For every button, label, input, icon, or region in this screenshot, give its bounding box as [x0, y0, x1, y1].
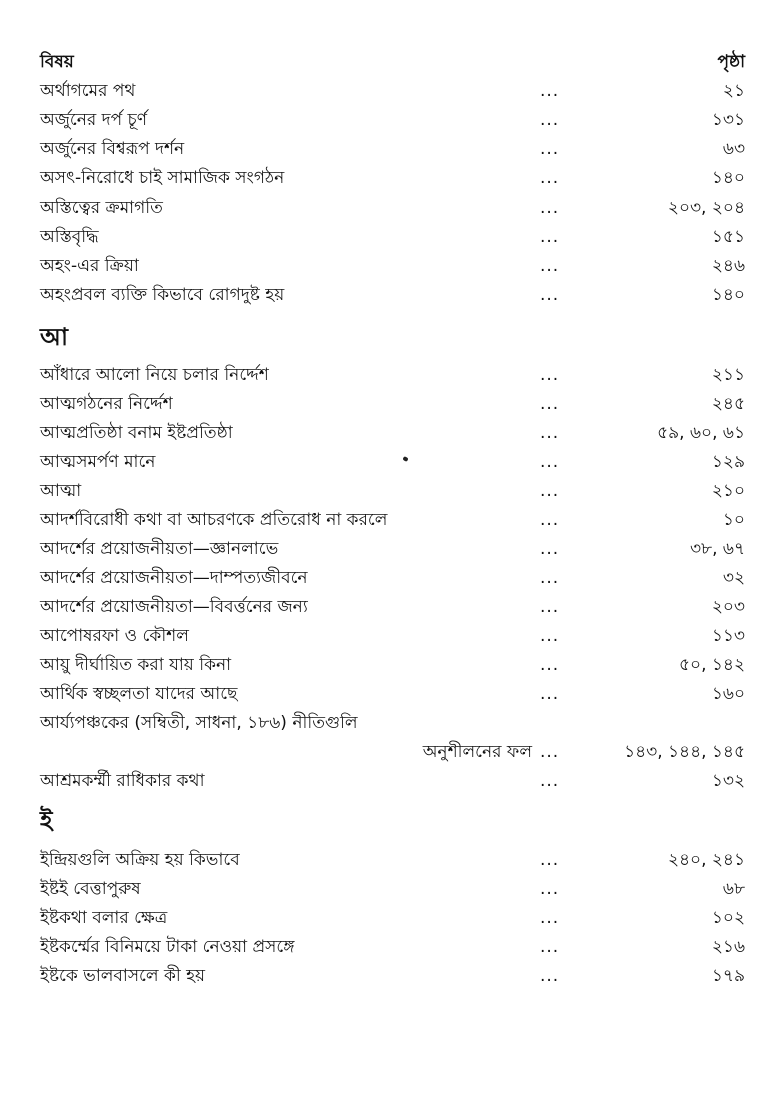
entry-topic: আর্য্যপঞ্চকের (সম্বিতী, সাধনা, ১৮৬) নীতিগুলি [40, 713, 358, 733]
entry-topic: ইষ্টই বেত্তাপুরুষ [40, 879, 141, 899]
leader-dots: ... [540, 365, 560, 385]
entry-pages: ১১৩ [711, 626, 745, 646]
leader-dots: ... [540, 168, 560, 188]
index-entry [40, 194, 745, 223]
section-heading: ই [40, 806, 53, 834]
index-entry-multiline-second [40, 738, 745, 767]
leader-dots: ... [540, 850, 560, 870]
entry-pages: ১৬০ [711, 684, 745, 704]
leader-dots: ... [540, 81, 560, 101]
index-entry [40, 506, 745, 535]
entry-pages: ১৪০ [711, 285, 745, 305]
leader-dots: ... [540, 285, 560, 305]
index-entry [40, 564, 745, 593]
leader-dots: ... [540, 139, 560, 159]
entry-topic: আদর্শের প্রয়োজনীয়তা—দাম্পত্যজীবনে [40, 568, 308, 588]
entry-topic: ইন্দ্রিয়গুলি অক্রিয় হয় কিভাবে [40, 850, 240, 870]
leader-dots: ... [540, 423, 560, 443]
entry-topic: আয়ু দীর্ঘায়িত করা যায় কিনা [40, 655, 232, 675]
leader-dots: ... [540, 626, 560, 646]
entry-pages: ১৫১ [711, 227, 745, 247]
index-entry [40, 361, 745, 390]
entry-topic: অস্তিত্বের ক্রমাগতি [40, 198, 163, 218]
entry-pages: ২১০ [711, 481, 745, 501]
leader-dots: ... [540, 879, 560, 899]
entry-topic: আত্মগঠনের নির্দ্দেশ [40, 394, 173, 414]
index-entry [40, 933, 745, 962]
entry-pages: ২১১ [711, 365, 745, 385]
index-entry [40, 651, 745, 680]
entry-topic: আঁধারে আলো নিয়ে চলার নির্দ্দেশ [40, 365, 269, 385]
leader-dots: ... [540, 452, 560, 472]
entry-topic: আত্মসমর্পণ মানে [40, 452, 156, 472]
index-entry [40, 448, 745, 477]
entry-topic: অহং-এর ক্রিয়া [40, 256, 139, 276]
index-header [40, 48, 745, 77]
entry-topic: অস্তিবৃদ্ধি [40, 227, 99, 247]
leader-dots: ... [540, 510, 560, 530]
entry-pages: ৬৮ [722, 879, 745, 899]
index-entry [40, 875, 745, 904]
entry-topic: আত্মপ্রতিষ্ঠা বনাম ইষ্টপ্রতিষ্ঠা [40, 423, 233, 443]
entry-topic: আপোষরফা ও কৌশল [40, 626, 189, 646]
entry-topic: অর্থাগমের পথ [40, 81, 136, 101]
entry-topic: আত্মা [40, 481, 82, 501]
index-entry [40, 535, 745, 564]
entry-topic: ইষ্টকথা বলার ক্ষেত্র [40, 908, 168, 928]
entry-pages: ১০ [722, 510, 745, 530]
index-entry-multiline-first [40, 709, 745, 738]
index-entry [40, 419, 745, 448]
index-entry [40, 135, 745, 164]
entry-pages: ১০২ [711, 908, 745, 928]
index-entry [40, 223, 745, 252]
entry-pages: ২৪৫ [711, 394, 745, 414]
index-entry [40, 767, 745, 796]
entry-pages: ২১৬ [711, 937, 745, 957]
entry-pages: ৫০, ১৪২ [678, 655, 745, 675]
entry-topic-continuation: অনুশীলনের ফল [422, 742, 532, 762]
entry-topic: অহংপ্রবল ব্যক্তি কিভাবে রোগদুষ্ট হয় [40, 285, 285, 305]
entry-topic: আদর্শবিরোধী কথা বা আচরণকে প্রতিরোধ না করলে [40, 510, 388, 530]
entry-pages: ২৪৬ [711, 256, 745, 276]
entry-topic: অর্জুনের দর্প চূর্ণ [40, 110, 147, 130]
entry-pages: ১৩১ [711, 110, 745, 130]
entry-pages: ৬৩ [722, 139, 745, 159]
index-entry [40, 622, 745, 651]
index-entry [40, 252, 745, 281]
leader-dots: ... [540, 539, 560, 559]
entry-pages: ১৩২ [711, 771, 745, 791]
entry-pages: ৩৮, ৬৭ [690, 539, 745, 559]
index-entry [40, 281, 745, 310]
entry-topic: আদর্শের প্রয়োজনীয়তা—বিবর্ত্তনের জন্য [40, 597, 308, 617]
entry-pages: ১৭৯ [711, 966, 745, 986]
leader-dots: ... [540, 742, 560, 762]
leader-dots: ... [540, 937, 560, 957]
index-entry [40, 164, 745, 193]
index-entry [40, 390, 745, 419]
page-column-label: পৃষ্ঠা [717, 52, 745, 72]
entry-topic: আদর্শের প্রয়োজনীয়তা—জ্ঞানলাভে [40, 539, 279, 559]
entry-pages: ২০৩, ২০৪ [667, 198, 745, 218]
index-entry [40, 962, 745, 991]
entry-topic: অসৎ-নিরোধে চাই সামাজিক সংগঠন [40, 168, 285, 188]
leader-dots: ... [540, 597, 560, 617]
entry-pages: ১৪৩, ১৪৪, ১৪৫ [624, 742, 745, 762]
index-entry [40, 846, 745, 875]
leader-dots: ... [540, 227, 560, 247]
entry-topic: ইষ্টকর্ম্মের বিনিময়ে টাকা নেওয়া প্রসঙ্গে [40, 937, 295, 957]
entry-pages: ২০৩ [711, 597, 745, 617]
entry-topic: আশ্রমকর্ম্মী রাধিকার কথা [40, 771, 205, 791]
index-entry [40, 77, 745, 106]
index-entry [40, 477, 745, 506]
entry-topic: আর্থিক স্বচ্ছলতা যাদের আছে [40, 684, 238, 704]
entry-topic: অর্জুনের বিশ্বরূপ দর্শন [40, 139, 185, 159]
leader-dots: ... [540, 256, 560, 276]
leader-dots: ... [540, 966, 560, 986]
entry-pages: ৫৯, ৬০, ৬১ [657, 423, 745, 443]
topic-column-label: বিষয় [40, 52, 74, 72]
section-heading: আ [40, 323, 68, 351]
index-entry [40, 593, 745, 622]
leader-dots: ... [540, 110, 560, 130]
index-entry [40, 680, 745, 709]
entry-pages: ২১ [722, 81, 745, 101]
entry-pages: ১২৯ [711, 452, 745, 472]
leader-dots: ... [540, 771, 560, 791]
leader-dots: ... [540, 655, 560, 675]
leader-dots: ... [540, 198, 560, 218]
leader-dots: ... [540, 908, 560, 928]
leader-dots: ... [540, 568, 560, 588]
entry-topic: ইষ্টকে ভালবাসলে কী হয় [40, 966, 206, 986]
index-entry [40, 106, 745, 135]
entry-pages: ৩২ [722, 568, 745, 588]
leader-dots: ... [540, 394, 560, 414]
leader-dots: ... [540, 481, 560, 501]
entry-pages: ২৪০, ২৪১ [667, 850, 745, 870]
index-entry [40, 904, 745, 933]
leader-dots: ... [540, 684, 560, 704]
entry-pages: ১৪০ [711, 168, 745, 188]
